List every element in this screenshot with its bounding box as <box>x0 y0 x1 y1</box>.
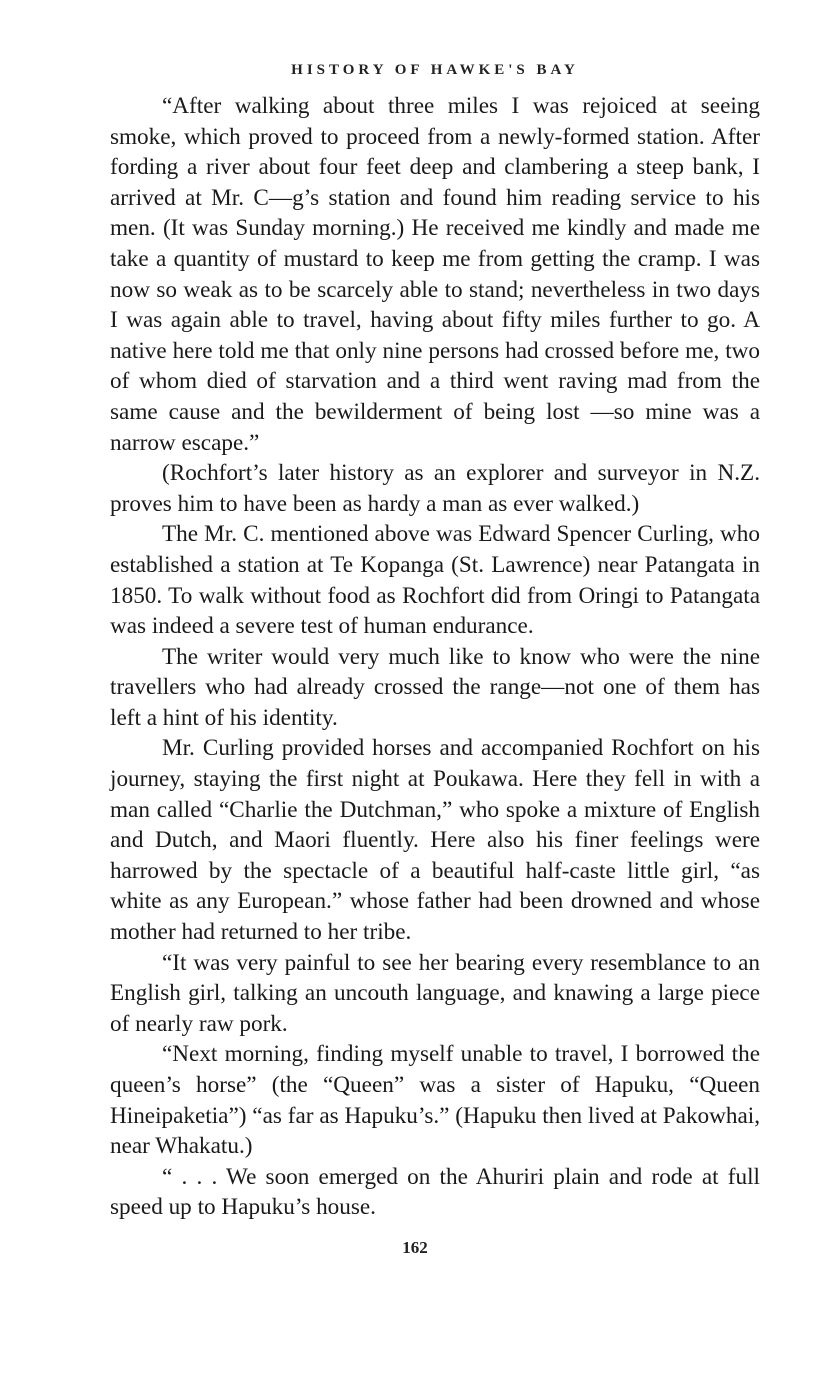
page-number: 162 <box>402 1238 428 1257</box>
paragraph-rochfort-history: (Rochfort’s later history as an explorer and surveyor in N.Z. proves him to have been as hardy a man as ever walked.) <box>110 460 760 517</box>
paragraph-rochfort-quote: “After walking about three miles I was rejoiced at seeing smoke, which proved to proceed from a newly-formed station. After fording a river about four feet deep and clambering a steep bank, I arrived at Mr. C—g’s station and found him reading service to his men. (It was Sunday morning.) He received me kindly and made me take a quantity of mustard to keep me from getting the cramp. I was now so weak as to be scarcely able to stand; nevertheless in two days I was again able to travel, having about fifty miles further to go. A native here told me that only nine persons had crossed before me, two of whom died of starvation and a third went raving mad from the same cause and the bewilderment of being lost —so mine was a narrow escape.” <box>110 93 760 456</box>
paragraph-ahuriri-plain: “ . . . We soon emerged on the Ahuriri plain and rode at full speed up to Hapuku’s house. <box>110 1163 760 1221</box>
book-page <box>110 62 760 1223</box>
paragraph-half-caste-girl: “It was very painful to see her bearing every resemblance to an English girl, talking an uncouth language, and knawing a large piece of nearly raw pork. <box>110 949 760 1037</box>
paragraph-nine-travellers: The writer would very much like to know who were the nine travellers who had already crossed the range—not one of them has left a hint of his identity. <box>110 643 760 731</box>
paragraph-curling-station: The Mr. C. mentioned above was Edward Spencer Curling, who established a station at Te Kopanga (St. Lawrence) near Patangata in 1850. To walk without food as Rochfort did from Oringi to Patangata was indeed a severe test of human endurance. <box>110 521 760 640</box>
body-text <box>110 91 760 1223</box>
paragraph-queens-horse: “Next morning, finding myself unable to travel, I borrowed the queen’s horse” (the “Queen” was a sister of Hapuku, “Queen Hineipaketia”) “as far as Hapuku’s.” (Hapuku then lived at Pakowhai, near Whakatu.) <box>110 1041 760 1160</box>
paragraph-poukawa-journey: Mr. Curling provided horses and accompanied Rochfort on his journey, staying the first night at Poukawa. Here they fell in with a man called “Charlie the Dutchman,” who spoke a mixture of English and Dutch, and Maori fluently. Here also his finer feelings were harrowed by the spectacle of a beautiful half-caste little girl, “as white as any European.” whose father had been drowned and whose mother had returned to her tribe. <box>110 735 760 946</box>
running-head: HISTORY OF HAWKE'S BAY <box>291 62 579 78</box>
